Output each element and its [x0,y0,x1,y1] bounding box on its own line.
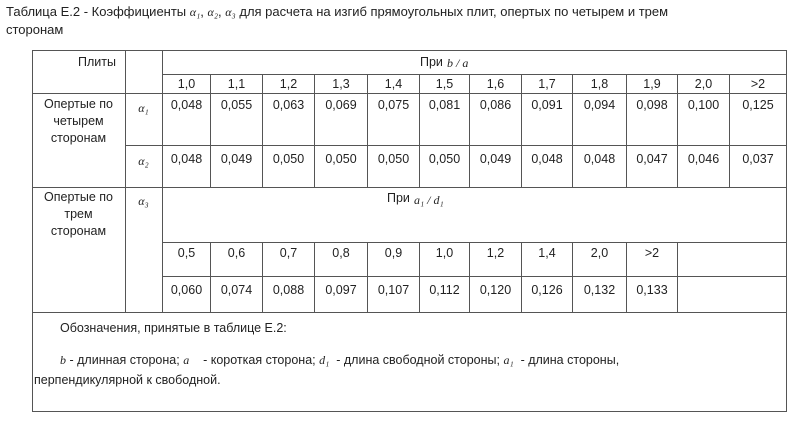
alpha2-value: 0,050 [428,152,461,166]
a1d1-value: 0,6 [227,246,246,260]
alpha2-value: 0,048 [170,152,203,166]
legend-d1-text: - длина свободной стороны; [336,353,500,367]
header-pri: При [420,55,443,69]
legend-a1-text: - длина стороны, [520,353,620,367]
header-bottom-line [32,93,786,94]
ba-value: 1,1 [227,77,246,91]
alpha1-value: 0,081 [428,98,461,112]
a1d1-value: 2,0 [590,246,609,260]
title-sep1: , [200,4,204,19]
table-title [6,3,796,39]
legend-a1-symbol: a₁ [503,353,514,367]
alpha3-value: 0,112 [429,283,460,297]
alpha1-value: 0,091 [531,98,563,112]
alpha3-value: 0,074 [220,283,253,297]
legend-line1 [60,352,780,368]
alpha2-value: 0,037 [742,152,774,166]
alpha3-value: 0,133 [636,283,668,297]
title-suffix: для расчета на изгиб прямоугольных плит, опертых по четырем и трем [239,4,669,19]
alpha1-value: 0,094 [583,98,616,112]
alpha1-value: 0,055 [220,98,253,112]
alpha3-symbol: α₃ [138,194,149,208]
ba-value: 1,5 [435,77,454,91]
alpha3-value: 0,120 [479,283,512,297]
alpha2-value: 0,050 [377,152,410,166]
a1d1-header-pri: При [387,191,410,205]
three-sides-label: Опертые по [44,190,113,204]
alpha1-row-bottom-line [125,145,786,146]
ba-value: 1,8 [590,77,609,91]
a1d1-value: 0,5 [177,246,196,260]
alpha2-value: 0,050 [272,152,305,166]
alpha3-value: 0,060 [170,283,203,297]
ba-value: 1,6 [486,77,505,91]
four-sides-label: четырем [53,114,104,128]
a1d1-value: 1,2 [486,246,505,260]
a1d1-value: 1,0 [435,246,454,260]
ba-value: 1,0 [177,77,196,91]
a1d1-value: 0,8 [332,246,350,260]
a1d1-value: >2 [644,246,660,260]
legend-b-symbol: b [60,353,66,367]
four-sides-label: Опертые по [44,97,113,111]
alpha3-value: 0,132 [583,283,616,297]
alpha2-value: 0,048 [583,152,616,166]
title-line2: сторонам [6,22,64,37]
three-sides-label: трем [64,207,93,221]
table-bottom-line [32,312,786,313]
header-ratio-a1d1: a₁ / d₁ [414,193,444,207]
alpha2-value: 0,047 [636,152,668,166]
title-prefix: Таблица Е.2 - Коэффициенты [6,4,187,19]
ba-value: 1,2 [279,77,298,91]
alpha1-value: 0,063 [272,98,305,112]
legend-d1-symbol: d₁ [319,353,330,367]
a1d1-value: 0,9 [384,246,403,260]
four-sides-label: сторонам [50,131,107,145]
alpha1-value: 0,098 [636,98,668,112]
alpha1-value: 0,086 [479,98,512,112]
plates-column-divider [125,50,126,312]
four-sides-section-bottom-line [32,187,786,188]
alpha2-value: 0,046 [687,152,720,166]
header-ratio-ba: b / a [447,56,469,70]
legend-line2: перпендикулярной к свободной. [34,373,221,387]
alpha2-symbol: α₂ [138,154,149,168]
alpha2-value: 0,048 [531,152,563,166]
alpha2-value: 0,050 [325,152,357,166]
a1d1-value: 0,7 [279,246,298,260]
a1d1-column-divider [677,242,678,312]
alpha1-value: 0,100 [687,98,720,112]
title-alpha1: α₁ [189,5,201,19]
alpha1-value: 0,075 [377,98,410,112]
alpha3-value: 0,097 [325,283,357,297]
alpha1-value: 0,069 [325,98,357,112]
ba-value: 2,0 [694,77,713,91]
title-sep2: , [218,4,222,19]
alpha3-value: 0,107 [377,283,410,297]
legend-heading: Обозначения, принятые в таблице Е.2: [60,321,287,335]
alpha2-value: 0,049 [220,152,253,166]
ba-value: 1,7 [538,77,556,91]
ba-value: >2 [750,77,766,91]
legend-a-symbol: a [183,353,190,367]
a1d1-values-bottom-line [162,276,786,277]
header-divider-line [162,74,786,75]
alpha2-value: 0,049 [479,152,512,166]
alpha1-symbol: α₁ [138,101,149,115]
a1d1-header-line [162,242,786,243]
a1d1-value: 1,4 [538,246,556,260]
legend-a-text: - короткая сторона; [203,353,316,367]
alpha3-value: 0,126 [531,283,563,297]
ba-value: 1,3 [332,77,350,91]
ba-value: 1,4 [384,77,403,91]
title-alpha3: α₃ [225,5,236,19]
alpha3-value: 0,088 [272,283,305,297]
three-sides-label: сторонам [50,224,107,238]
title-alpha2: α₂ [207,5,218,19]
alpha1-value: 0,048 [170,98,203,112]
ba-value: 1,9 [643,77,661,91]
legend-b-text: - длинная сторона; [69,353,180,367]
alpha1-value: 0,125 [742,98,774,112]
header-plates: Плиты [78,55,116,69]
